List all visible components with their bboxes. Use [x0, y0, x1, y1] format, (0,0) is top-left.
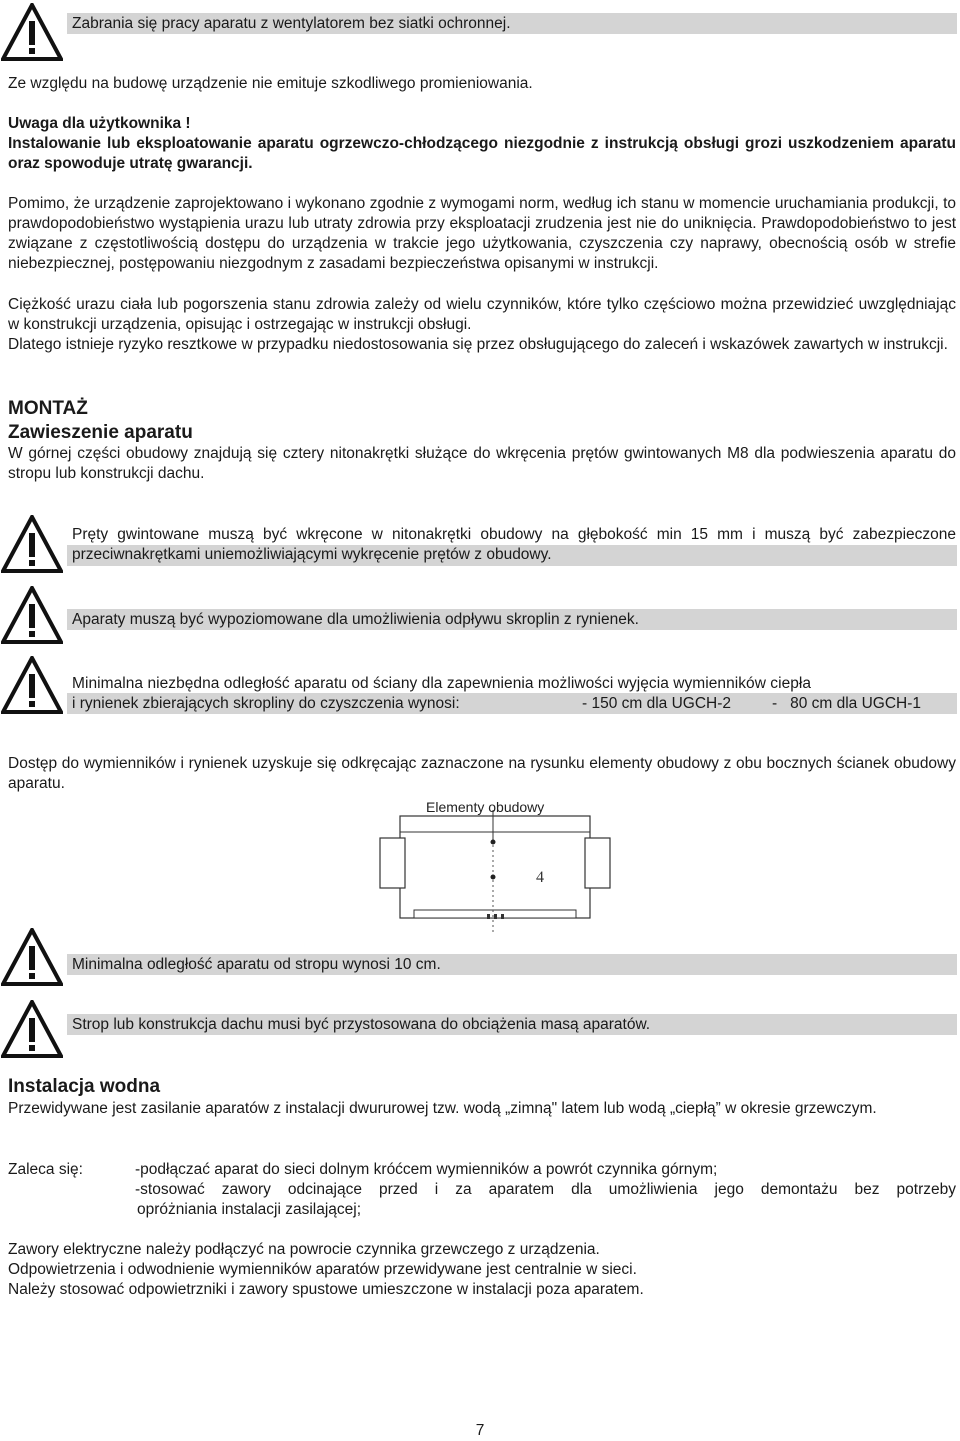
warning-triangle-icon [1, 1000, 63, 1058]
warning-text-4-line2: i rynienek zbierających skropliny do czyszczenia wynosi: [72, 695, 460, 712]
unit-side-drawing [370, 810, 620, 935]
recommend-label: Zaleca się: [8, 1161, 83, 1178]
risk-paragraph-3: Dlatego istnieje ryzyko resztkowe w przypadku niedostosowania się przez obsługującego do zaleceń i wskazówek zawartych w instrukcji. [8, 336, 948, 353]
warning-text-2: Pręty gwintowane muszą być wkręcone w nitonakrętki obudowy na głębokość min 15 mm i muszą być zabezpieczone przeciwnakrętkami uniemożliwiającymi wykręcenie prętów z obudowy. [72, 526, 956, 563]
access-paragraph: Dostęp do wymienników i rynienek uzyskuje się odkręcając zaznaczone na rysunku elementy obudowy z obu bocznych ścianek obudowy aparatu. [8, 755, 956, 792]
warning-triangle-icon [1, 3, 63, 61]
note-venting: Odpowietrzenia i odwodnienie wymienników aparatów przewidywane jest centralnie w sieci. [8, 1261, 637, 1278]
note-valves: Zawory elektryczne należy podłączyć na powrocie czynnika grzewczego z urządzenia. [8, 1241, 600, 1258]
section-title-montaz: MONTAŻ [8, 398, 88, 419]
warning-triangle-icon [1, 928, 63, 986]
note-drains: Należy stosować odpowietrzniki i zawory spustowe umieszczone w instalacji poza aparatem. [8, 1281, 644, 1298]
user-note-title: Uwaga dla użytkownika ! [8, 115, 191, 132]
page-number: 7 [475, 1422, 485, 1439]
radiation-note: Ze względu na budowę urządzenie nie emituje szkodliwego promieniowania. [8, 75, 533, 92]
section-title-water: Instalacja wodna [8, 1076, 161, 1097]
recommendation-1: -podłączać aparat do sieci dolnym króćcem wymienników a powrót czynnika górnym; [135, 1161, 718, 1178]
warning-triangle-icon [1, 656, 63, 714]
warning-text-4-value-ugch2: - 150 cm dla UGCH-2 [582, 695, 732, 712]
warning-text-3: Aparaty muszą być wypoziomowane dla umożliwienia odpływu skroplin z rynienek. [72, 611, 639, 628]
recommendation-2: -stosować zawory odcinające przed i za aparatem dla umożliwienia jego demontażu bez potrzeby [135, 1181, 956, 1198]
warning-text-1: Zabrania się pracy aparatu z wentylatorem bez siatki ochronnej. [72, 15, 511, 32]
warning-text-4-value-ugch1: - 80 cm dla UGCH-1 [772, 695, 922, 712]
water-body: Przewidywane jest zasilanie aparatów z instalacji dwururowej tzw. wodą „zimną" latem lub wodą „ciepłą” w okresie grzewczym. [8, 1100, 877, 1117]
figure-number: 4 [536, 869, 544, 886]
risk-paragraph-2: Ciężkość urazu ciała lub pogorszenia stanu zdrowia zależy od wielu czynników, które tylko częściowo można przewidzieć uwzględniając w konstrukcji urządzenia, opisując i ostrzegając w instrukcji obsługi. [8, 296, 956, 333]
risk-paragraph-1: Pomimo, że urządzenie zaprojektowano i wykonano zgodnie z wymogami norm, według ich stanu w momencie uruchamiania produkcji, to prawdopodobieństwo wystąpienia urazu lub utraty zdrowia przy eksploatacji zrudzenia jest nie do uniknięcia. Prawdopodobieństwo to jest związane z częstotliwością dostępu do urządzenia w trakcie jego użytkowania, czyszczenia czy naprawy, obecnością osób w strefie niebezpiecznej, postępowaniu niezgodnym z zasadami bezpieczeństwa opisanymi w instrukcji. [8, 195, 956, 272]
subsection-title-suspension: Zawieszenie aparatu [8, 422, 193, 443]
warning-text-6: Strop lub konstrukcja dachu musi być przystosowana do obciążenia masą aparatów. [72, 1016, 651, 1033]
recommendation-2-cont: opróżniania instalacji zasilającej; [137, 1201, 362, 1218]
figure-label: Elementy obudowy [426, 799, 545, 815]
suspension-body: W górnej części obudowy znajdują się cztery nitonakrętki służące do wkręcenia prętów gwintowanych M8 dla podwieszenia aparatu do stropu lub konstrukcji dachu. [8, 445, 956, 482]
warning-text-4-line1: Minimalna niezbędna odległość aparatu od ściany dla zapewnienia możliwości wyjęcia wymienników ciepła [72, 675, 812, 692]
warning-triangle-icon [1, 586, 63, 644]
warning-triangle-icon [1, 515, 63, 573]
user-note-body: Instalowanie lub eksploatowanie aparatu ogrzewczo-chłodzącego niezgodnie z instrukcją obsługi grozi uszkodzeniem aparatu oraz spowoduje utratę gwarancji. [8, 135, 956, 172]
warning-text-5: Minimalna odległość aparatu od stropu wynosi 10 cm. [72, 956, 441, 973]
